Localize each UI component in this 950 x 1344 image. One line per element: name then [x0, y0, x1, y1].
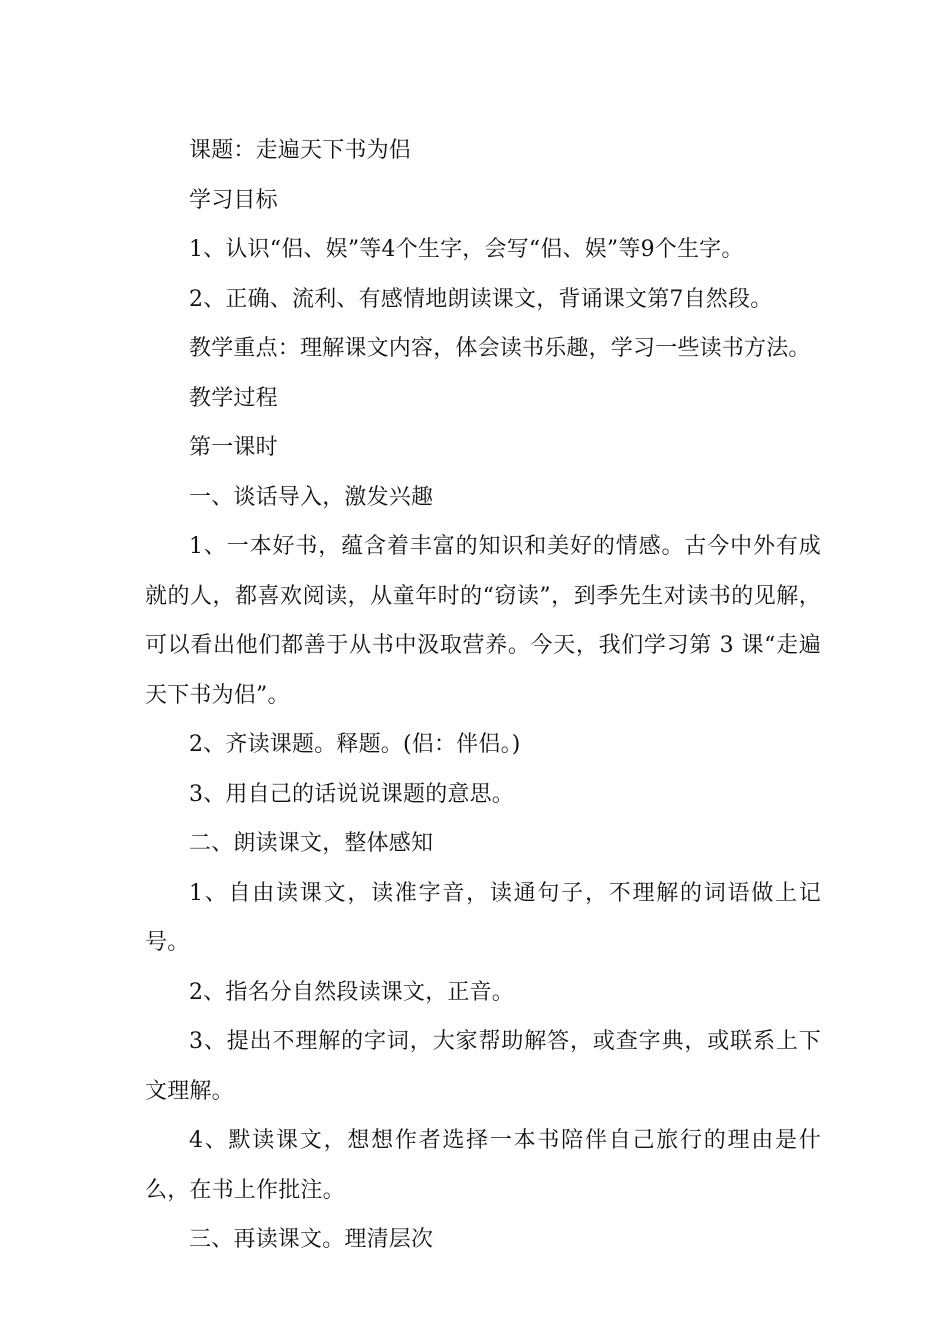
lesson-period-heading: 第一课时 [189, 435, 278, 460]
objective-2: 2、正确、流利、有感情地朗读课文，背诵课文第7自然段。 [189, 286, 773, 312]
section-heading-process: 教学过程 [189, 385, 278, 411]
part-1-heading: 一、谈话导入，激发兴趣 [189, 484, 434, 510]
part-1-item-2: 2、齐读课题。释题。(侣：伴侣。) [189, 732, 521, 757]
part-1-item-1: 1、一本好书，蕴含着丰富的知识和美好的情感。古今中外有成就的人，都喜欢阅读，从童年时的“窃读”，到季先生对读书的见解，可以看出他们都善于从书中汲取营养。今天，我们学习第 3 课“走遍天下书为侣”。 [145, 534, 821, 708]
part-2-item-3: 3、提出不理解的字词，大家帮助解答，或查字典，或联系上下文理解。 [145, 1029, 821, 1104]
document-body [145, 126, 821, 1265]
part-1-item-3: 3、用自己的话说说课题的意思。 [189, 781, 514, 807]
part-2-item-4: 4、默读课文，想想作者选择一本书陪伴自己旅行的理由是什么，在书上作批注。 [145, 1128, 821, 1203]
part-2-item-1: 1、自由读课文，读准字音，读通句子，不理解的词语做上记号。 [145, 880, 821, 955]
part-2-heading: 二、朗读课文，整体感知 [189, 831, 434, 856]
objective-1: 1、认识“侣、娱”等4个生字，会写“侣、娱”等9个生字。 [189, 237, 744, 262]
section-heading-objectives: 学习目标 [189, 187, 278, 213]
part-2-item-2: 2、指名分自然段读课文，正音。 [189, 979, 514, 1005]
lesson-title: 课题：走遍天下书为侣 [189, 138, 412, 163]
part-3-heading: 三、再读课文。理清层次 [189, 1227, 434, 1252]
teaching-focus: 教学重点：理解课文内容，体会读书乐趣，学习一些读书方法。 [189, 336, 811, 361]
